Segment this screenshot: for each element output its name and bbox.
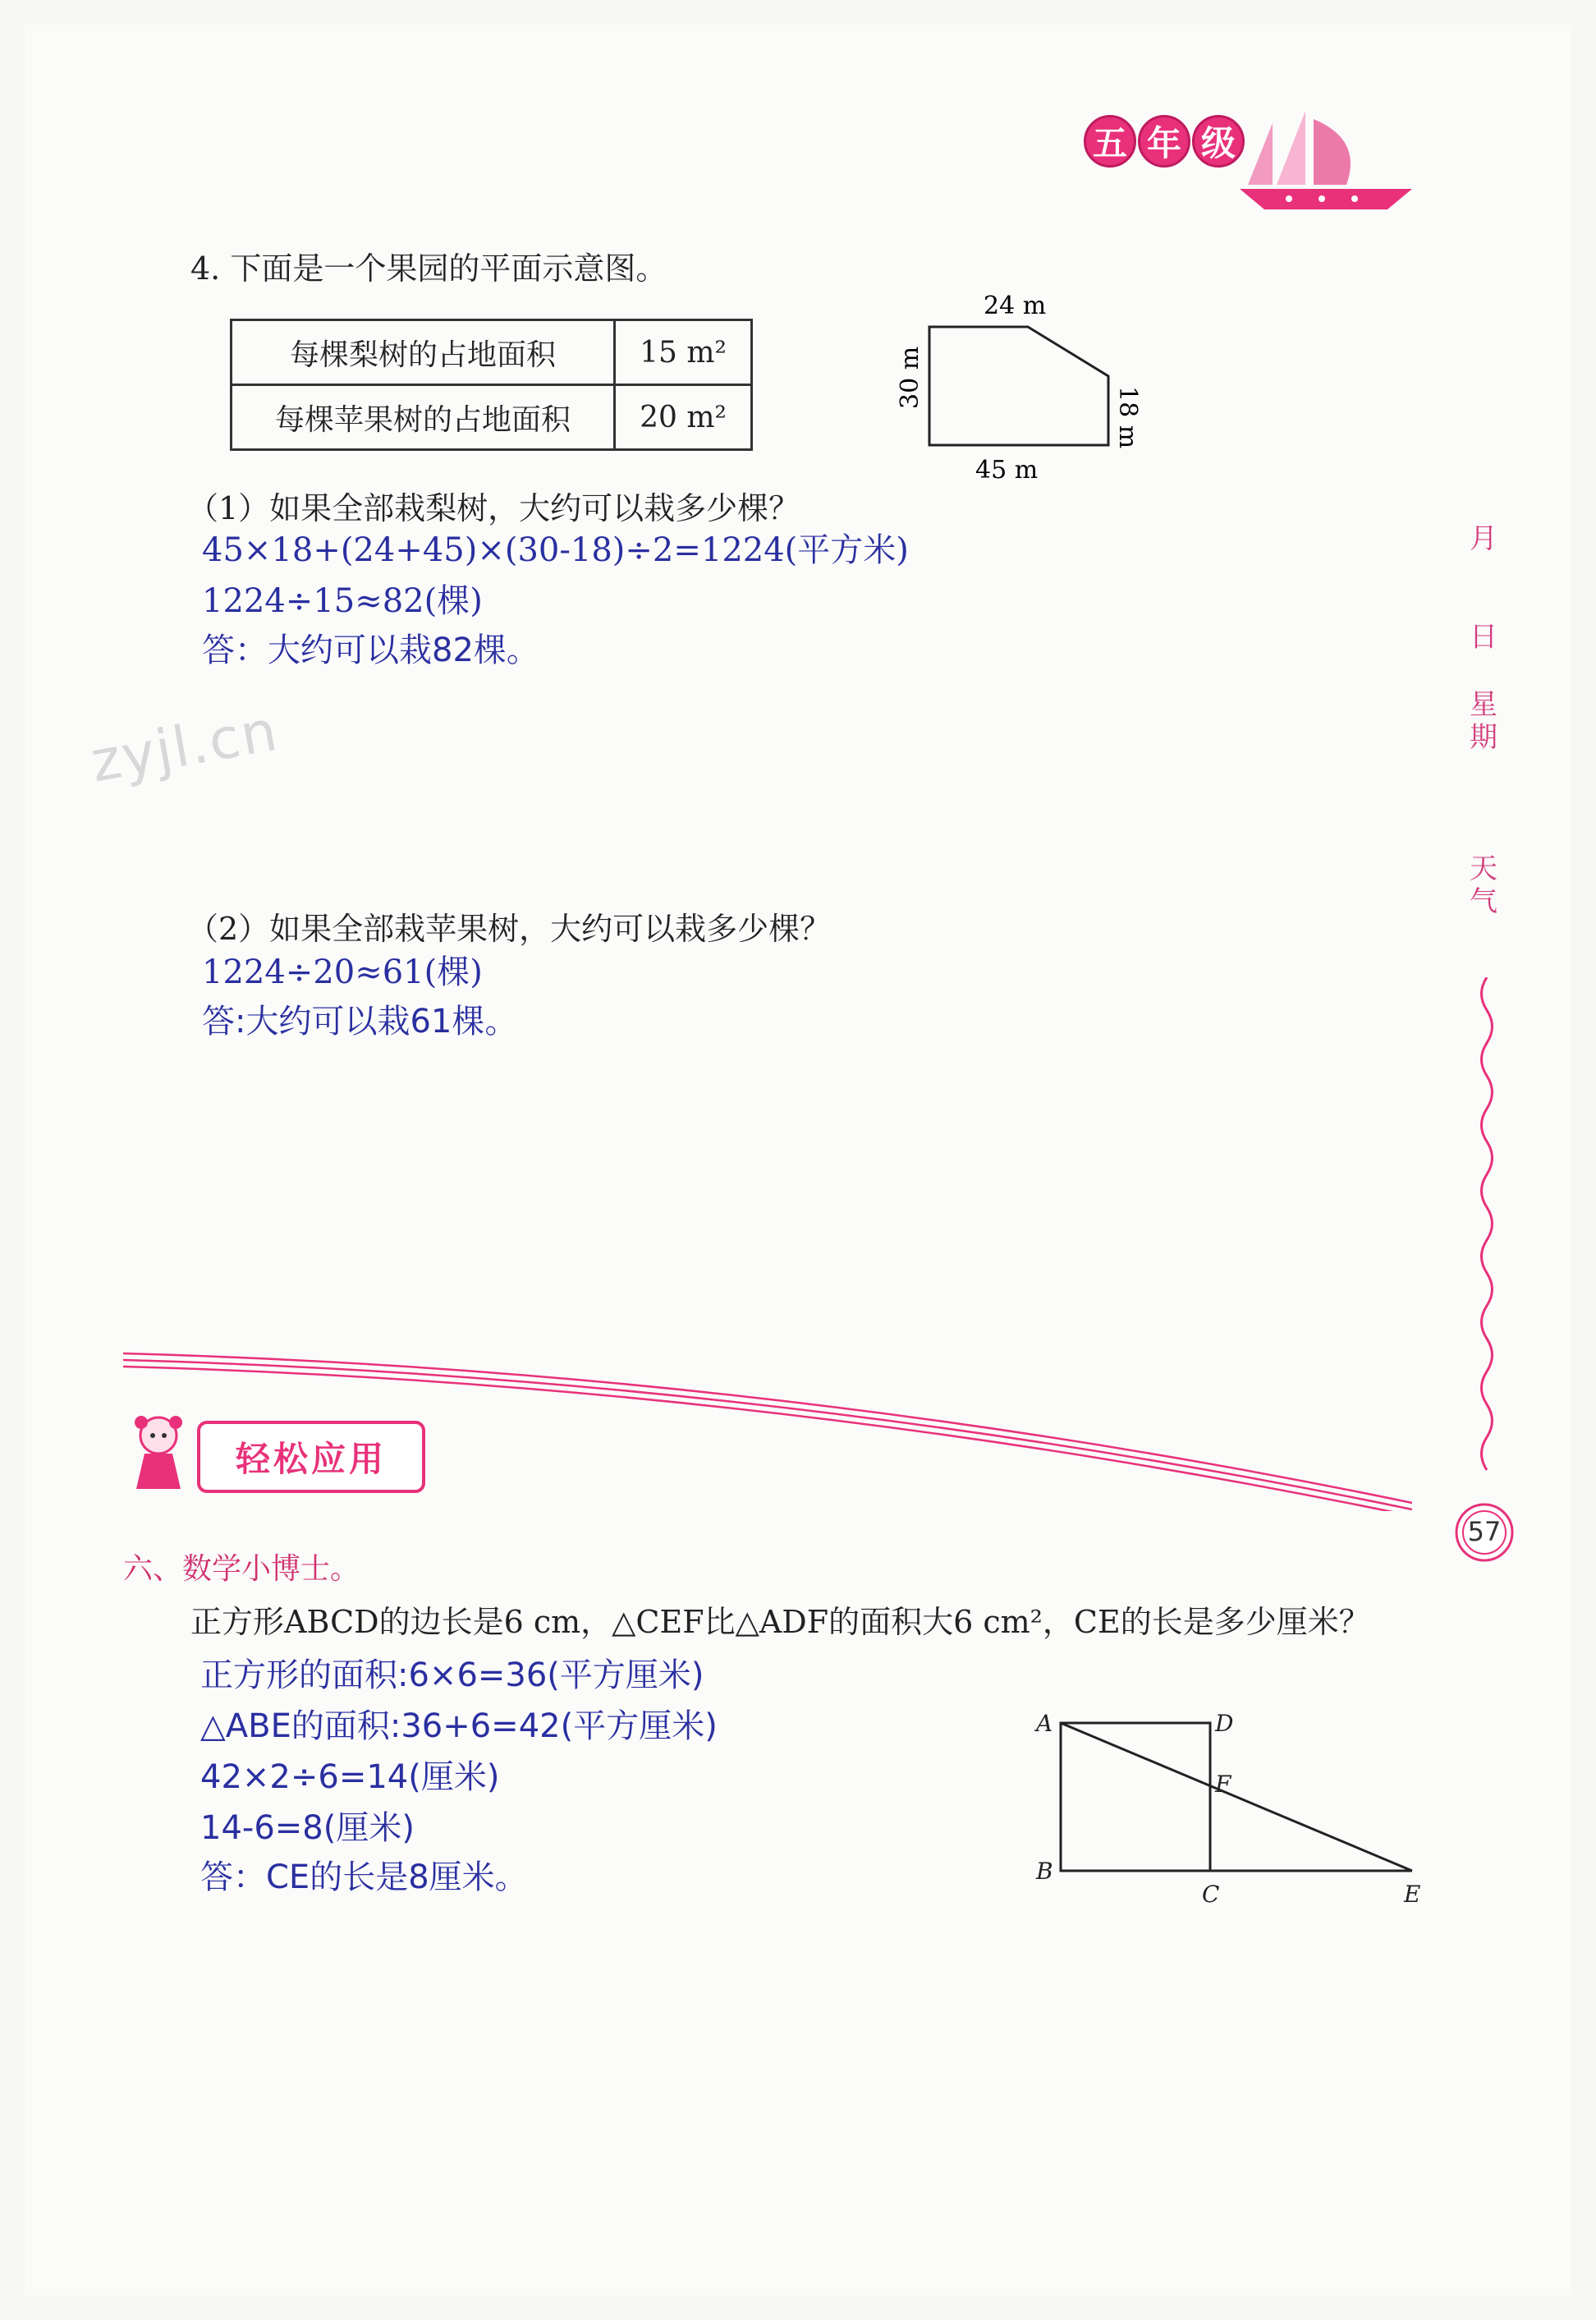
sidebar-day: 日 (1470, 621, 1497, 654)
geometry-figure (1026, 1700, 1437, 1913)
watermark: zyjl.cn (85, 698, 283, 796)
answer-line: △ABE的面积:36+6=42(平方厘米) (200, 1707, 718, 1745)
sidebar-weekday-2: 期 (1470, 721, 1497, 754)
sidebar-weather-1: 天 (1470, 852, 1497, 885)
point-label-b: B (1036, 1858, 1053, 1885)
answer-line: 答:大约可以栽61棵。 (202, 1003, 518, 1041)
grade-badge (1084, 115, 1245, 168)
grade-char: 五 (1084, 115, 1136, 168)
answer-line: 14-6=8(厘米) (200, 1809, 415, 1847)
table-cell-value: 20 m² (615, 385, 752, 450)
answer-line: 45×18+(24+45)×(30-18)÷2=1224(平方米) (202, 531, 909, 569)
question-4-title: 4. 下面是一个果园的平面示意图。 (190, 250, 667, 287)
figure-label-top: 24 m (984, 292, 1047, 320)
orchard-figure (887, 287, 1166, 493)
girl-mascot-icon (130, 1411, 187, 1493)
table-row (232, 320, 752, 385)
point-label-e: E (1404, 1881, 1421, 1908)
table-cell-label: 每棵苹果树的占地面积 (232, 385, 615, 450)
question-4-part2: （2）如果全部栽苹果树，大约可以栽多少棵？ (187, 911, 832, 947)
point-label-f: F (1215, 1771, 1231, 1798)
table-row (232, 385, 752, 450)
vine-decoration (1476, 977, 1497, 1486)
answer-line: 答：大约可以栽82棵。 (202, 632, 539, 669)
point-label-a: A (1036, 1710, 1053, 1737)
question-4-part1: （1）如果全部栽梨树，大约可以栽多少棵？ (187, 490, 800, 526)
line-ae (1061, 1723, 1412, 1871)
answer-line: 1224÷20≈61(棵) (202, 953, 483, 991)
section-title: 六、数学小博士。 (123, 1552, 360, 1586)
point-label-c: C (1202, 1881, 1220, 1908)
sidebar-month: 月 (1470, 522, 1497, 555)
sidebar-weather-2: 气 (1470, 885, 1497, 918)
figure-label-right: 18 m (1113, 386, 1142, 449)
table-cell-label: 每棵梨树的占地面积 (232, 320, 615, 385)
page-number: 57 (1467, 1516, 1502, 1547)
grade-char: 年 (1138, 115, 1190, 168)
table-cell-value: 15 m² (615, 320, 752, 385)
section-question: 正方形ABCD的边长是6 cm，△CEF比△ADF的面积大6 cm²，CE的长是多少厘米？ (190, 1604, 1370, 1640)
point-label-d: D (1215, 1710, 1234, 1737)
square-abcd (1061, 1723, 1210, 1871)
figure-label-bottom: 45 m (975, 456, 1039, 485)
tree-area-table (230, 319, 753, 451)
answer-line: 1224÷15≈82(棵) (202, 582, 483, 620)
section-banner: 轻松应用 (197, 1421, 425, 1493)
answer-line: 答：CE的长是8厘米。 (200, 1858, 528, 1896)
orchard-shape (929, 327, 1108, 445)
sailboat-icon (1240, 107, 1429, 214)
answer-line: 42×2÷6=14(厘米) (200, 1758, 500, 1796)
figure-label-left: 30 m (896, 346, 924, 409)
grade-char: 级 (1192, 115, 1245, 168)
answer-line: 正方形的面积:6×6=36(平方厘米) (200, 1656, 704, 1694)
sidebar-weekday-1: 星 (1470, 688, 1497, 721)
